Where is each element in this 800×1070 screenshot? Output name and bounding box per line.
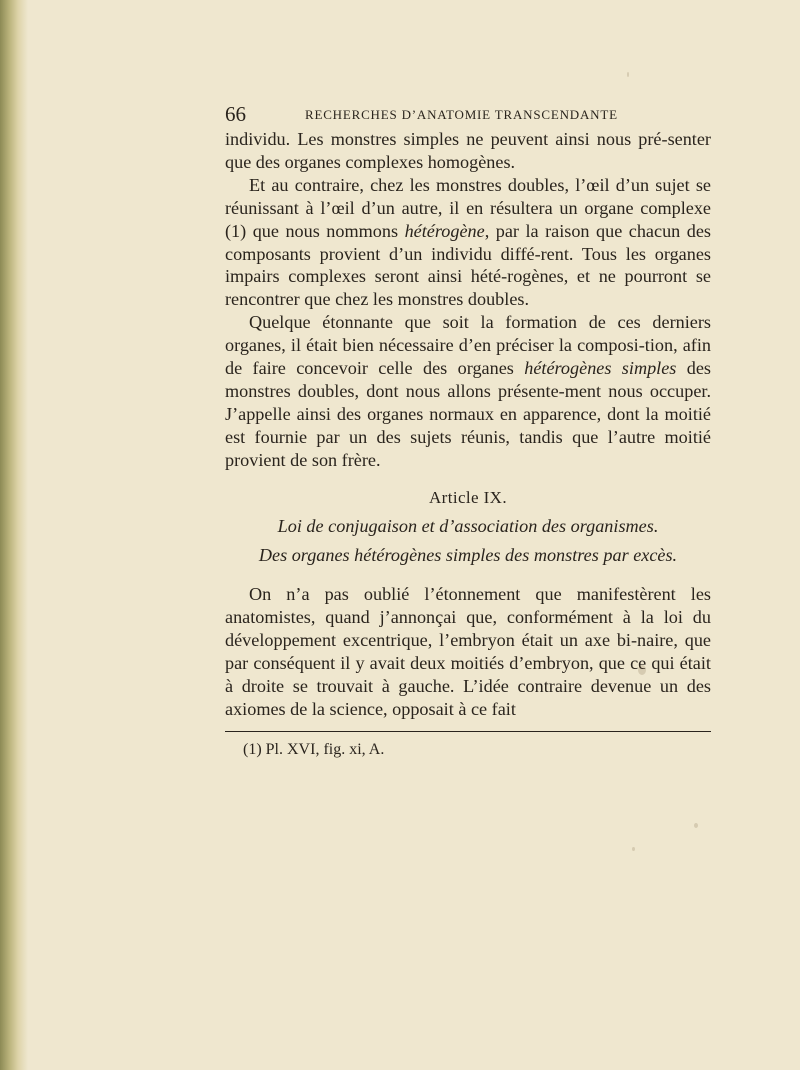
paper-speck <box>627 72 629 77</box>
paragraph-3-italic-term: hétérogènes simples <box>524 358 677 379</box>
paragraph-3 <box>225 311 711 471</box>
paragraph-3-start: Quelque étonnante que soit la formation de ces derniers organes, il était bien nécessaire d’en préciser la composi-tion, afin de faire concevoir celle des organes <box>225 312 711 379</box>
paragraph-2-end: , par la raison que chacun des composants provient d’un individu diffé-rent. Tous les organes impairs complexes seront ainsi hété-rogènes, et ne pourront se rencontrer que chez les monstres doubles. <box>225 220 711 310</box>
paragraph-2 <box>225 174 711 311</box>
paper-speck <box>632 847 635 851</box>
article-heading: Article IX. <box>428 487 508 507</box>
paper-speck <box>694 823 698 828</box>
book-page <box>225 100 711 760</box>
article-subtitle-1: Loi de conjugaison et d’association des organismes. <box>277 515 659 536</box>
running-header-title: RECHERCHES D’ANATOMIE TRANSCENDANTE <box>305 107 618 122</box>
paragraph-2-italic-term: hétérogène <box>404 220 485 241</box>
article-body <box>225 583 711 720</box>
footnote: (1) Pl. XVI, fig. xi, A. <box>243 740 385 758</box>
article-paragraph: On n’a pas oublié l’étonnement que manifestèrent les anatomistes, quand j’annonçai que, conformément à la loi du développement excentrique, l’embryon était un axe bi-naire, que par conséquent il y avait deux moitiés d’embryon, que ce qui était à droite se trouvait à gauche. L’idée contraire devenue un des axiomes de la science, opposait à ce fait <box>225 584 711 719</box>
paragraph-2-start: Et au contraire, chez les monstres doubles, l’œil d’un sujet se réunissant à l’œil d’un autre, il en résultera un organe complexe (1) que nous nommons <box>225 174 711 241</box>
running-head <box>225 100 711 128</box>
footnote-rule <box>225 731 711 732</box>
paragraph-3-end: des monstres doubles, dont nous allons présente-ment nous occuper. J’appelle ainsi des organes normaux en apparence, dont la moitié est fournie par un des sujets réunis, tandis que l’autre moitié provient de son frère. <box>225 358 711 470</box>
paper-speck <box>638 665 646 675</box>
page-number: 66 <box>225 102 246 126</box>
body-text <box>225 128 711 472</box>
book-binding-edge <box>0 0 28 1070</box>
article-subtitle-2: Des organes hétérogènes simples des monstres par excès. <box>258 544 678 565</box>
paragraph-1: individu. Les monstres simples ne peuvent ainsi nous pré-senter que des organes complexes homogènes. <box>225 129 711 172</box>
